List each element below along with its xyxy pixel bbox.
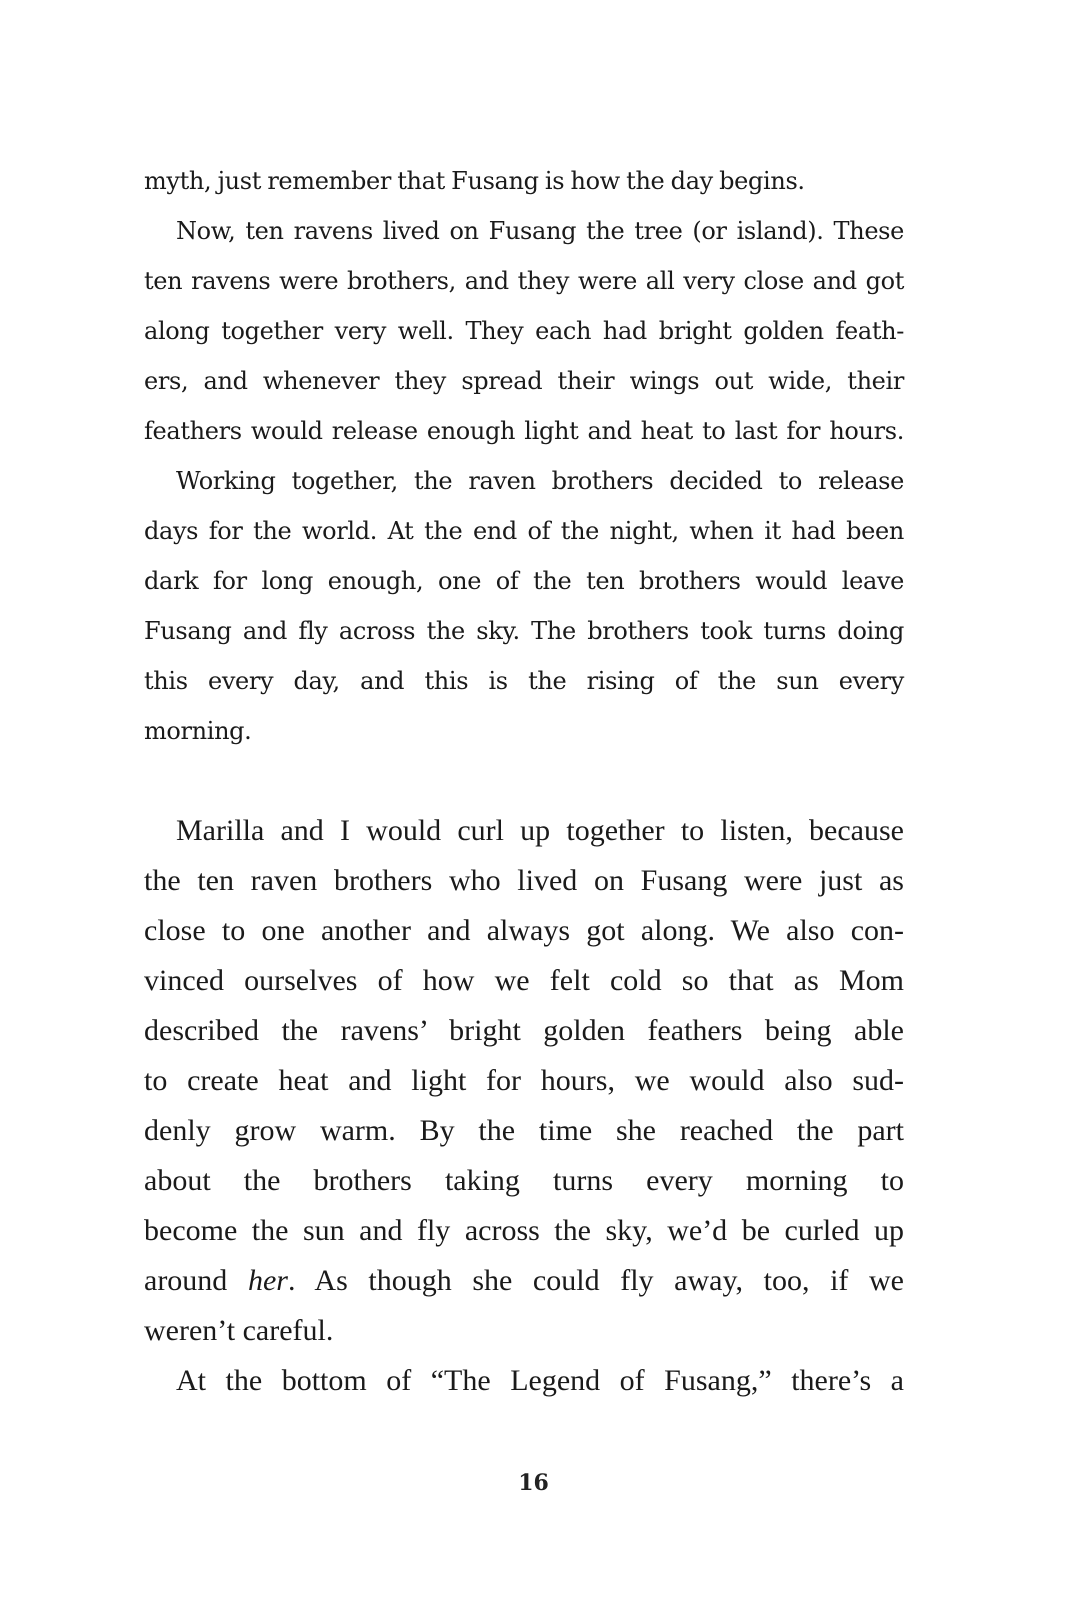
text-line: denly grow warm. By the time she reached the part: [144, 1114, 904, 1147]
text-line: days for the world. At the end of the night, when it had been: [144, 517, 904, 545]
text-line: vinced ourselves of how we felt cold so that as Mom: [144, 964, 904, 997]
text-segment: . As though she could fly away, too, if we: [287, 1264, 904, 1297]
text-line: to create heat and light for hours, we would also sud-: [144, 1064, 904, 1097]
text-line: feathers would release enough light and heat to last for hours.: [144, 417, 904, 445]
text-line: dark for long enough, one of the ten brothers would leave: [144, 567, 904, 595]
text-line: Working together, the raven brothers decided to release: [176, 467, 904, 495]
text-line: Now, ten ravens lived on Fusang the tree (or island). These: [176, 217, 904, 245]
text-line: close to one another and always got along. We also con-: [144, 914, 904, 947]
text-line: Fusang and fly across the sky. The brothers took turns doing: [144, 617, 904, 645]
text-line: ers, and whenever they spread their wings out wide, their: [144, 367, 904, 395]
text-line: along together very well. They each had bright golden feath-: [144, 317, 904, 345]
story-excerpt: [144, 156, 904, 756]
book-page: [144, 156, 904, 1406]
text-line: described the ravens’ bright golden feathers being able: [144, 1014, 904, 1047]
section-break: [144, 756, 904, 806]
text-line: become the sun and fly across the sky, we’d be curled up: [144, 1214, 904, 1247]
italic-word: her: [247, 1264, 288, 1297]
text-line: At the bottom of “The Legend of Fusang,” there’s a: [176, 1364, 904, 1397]
text-line: about the brothers taking turns every morning to: [144, 1164, 904, 1197]
text-line: this every day, and this is the rising of the sun every: [144, 667, 904, 695]
text-line: weren’t careful.: [144, 1314, 334, 1347]
text-line: ten ravens were brothers, and they were all very close and got: [144, 267, 904, 295]
text-line: morning.: [144, 717, 252, 745]
text-line: myth, just remember that Fusang is how the day begins.: [144, 167, 805, 195]
text-line: Marilla and I would curl up together to listen, because: [176, 814, 904, 847]
text-segment: around: [144, 1264, 248, 1297]
text-line: the ten raven brothers who lived on Fusang were just as: [144, 864, 904, 897]
narrative-text: [144, 806, 904, 1406]
page-number: 16: [518, 1470, 549, 1496]
text-line: [144, 1256, 904, 1306]
